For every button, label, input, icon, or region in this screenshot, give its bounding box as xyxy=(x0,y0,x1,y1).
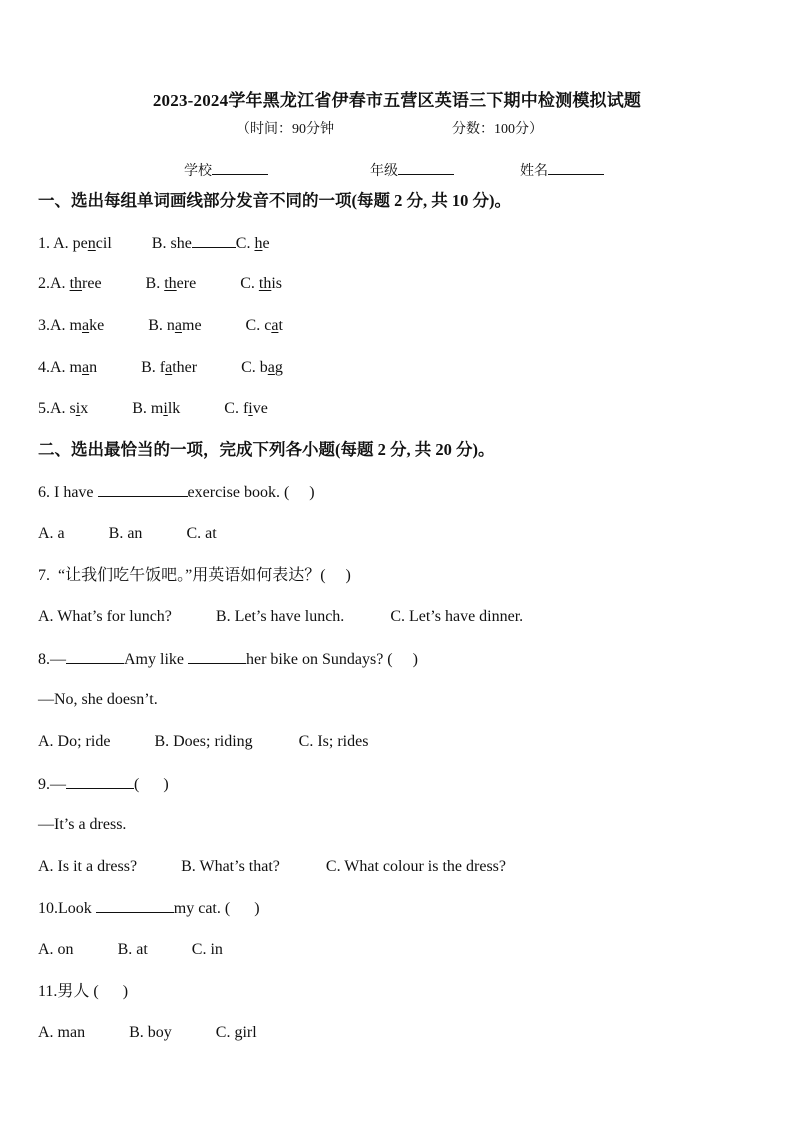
question-11-options: A. man B. boy C. girl xyxy=(38,1024,257,1041)
name-blank xyxy=(548,160,604,175)
question-1: 1. A. pencil B. she C. he xyxy=(38,235,270,252)
question-7-options: A. What’s for lunch? B. Let’s have lunch. C. Let’s have dinner. xyxy=(38,608,524,625)
question-6: 6. I have exercise book. ( ) xyxy=(38,484,315,501)
question-7: 7. “让我们吃午饭吧。”用英语如何表达？( ) xyxy=(38,567,351,584)
question-8-options: A. Do; ride B. Does; riding C. Is; rides xyxy=(38,733,369,750)
question-11: 11.男人 ( ) xyxy=(38,983,129,1000)
exam-score: 分数：100分） xyxy=(452,122,543,137)
question-5: 5.A. six B. milk C. five xyxy=(38,400,268,417)
school-blank xyxy=(212,160,268,175)
section2-heading: 二、选出最恰当的一项，完成下列各小题(每题 2 分, 共 20 分)。 xyxy=(38,440,495,459)
name-field xyxy=(520,160,604,180)
question-4: 4.A. man B. father C. bag xyxy=(38,359,283,376)
question-9: 9.— ( ) xyxy=(38,776,169,793)
grade-blank xyxy=(398,160,454,175)
question-2: 2.A. three B. there C. this xyxy=(38,275,282,292)
question-3: 3.A. make B. name C. cat xyxy=(38,317,283,334)
question-9-answer: —It’s a dress. xyxy=(38,816,127,833)
question-10: 10.Look my cat. ( ) xyxy=(38,900,260,917)
question-9-options: A. Is it a dress? B. What’s that? C. What colour is the dress? xyxy=(38,858,506,875)
question-8-answer: —No, she doesn’t. xyxy=(38,691,158,708)
school-field xyxy=(184,160,268,180)
question-10-options: A. on B. at C. in xyxy=(38,941,223,958)
grade-label: 年级 xyxy=(370,164,398,179)
question-8: 8.— Amy like her bike on Sundays? ( ) xyxy=(38,651,418,668)
name-label: 姓名 xyxy=(520,164,548,179)
school-label: 学校 xyxy=(184,164,212,179)
exam-time: （时间：90分钟 xyxy=(236,122,334,137)
grade-field xyxy=(370,160,454,180)
question-6-options: A. a B. an C. at xyxy=(38,525,217,542)
page-title: 2023-2024学年黑龙江省伊春市五营区英语三下期中检测模拟试题 xyxy=(152,91,642,110)
section1-heading: 一、选出每组单词画线部分发音不同的一项(每题 2 分, 共 10 分)。 xyxy=(38,191,511,210)
